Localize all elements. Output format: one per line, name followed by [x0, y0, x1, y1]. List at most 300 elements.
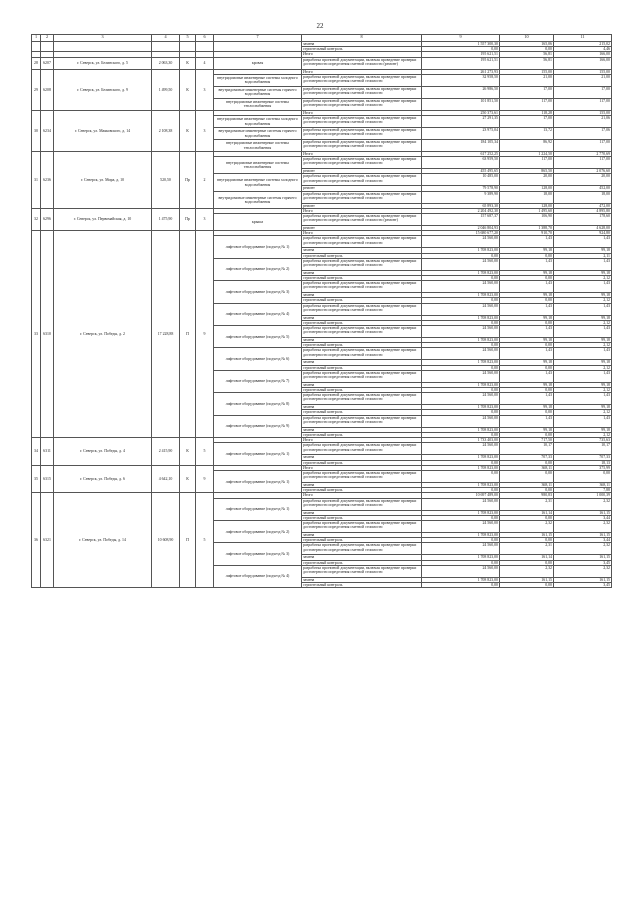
cost-cell: 0,00 [422, 582, 500, 587]
work-description-cell: замена [302, 405, 422, 410]
work-type-cell: внутридомовые инженерные системы горячего водоснабжения [214, 191, 302, 208]
row-number-cell: 28 [32, 57, 41, 69]
unit-cost-cell: 1,43 [500, 348, 554, 360]
work-description-cell: замена [302, 270, 422, 275]
limit-cost-cell: 368,11 [554, 482, 612, 487]
work-description-cell: строительный контроль [302, 538, 422, 543]
unit-cost-cell: 0,00 [500, 388, 554, 393]
house-code-cell: 6310 [41, 231, 54, 438]
unit-cost-cell: 99,18 [500, 338, 554, 343]
work-description-cell: Итого [302, 208, 422, 213]
work-description-cell: разработка проектной документации, включая проведение проверки достоверности определения сметной стоимости [302, 236, 422, 248]
unit-cost-cell: 2,32 [500, 565, 554, 577]
address-cell: г. Северск, ул. Победы, д. 14 [54, 493, 152, 588]
unit-cost-cell: 17,00 [500, 116, 554, 128]
limit-cost-cell: 99,18 [554, 360, 612, 365]
limit-cost-cell: 4,46 [554, 47, 612, 52]
address-cell: г. Северск, ул. Победы, д. 2 [54, 231, 152, 438]
floors-cell: 2 [196, 152, 214, 209]
cost-cell: 0,00 [422, 320, 500, 325]
cost-cell: 1 708 823,00 [422, 577, 500, 582]
cost-cell: 27 291,35 [422, 116, 500, 128]
work-type-cell: кровля [214, 57, 302, 69]
house-code-cell: 6311 [41, 438, 54, 466]
area-cell: 2 063,30 [152, 57, 180, 69]
house-code-cell: 6296 [41, 208, 54, 230]
cost-cell: 195 621,51 [422, 52, 500, 57]
work-description-cell: замена [302, 555, 422, 560]
header-cell: 9 [422, 35, 500, 42]
work-description-cell: строительный контроль [302, 343, 422, 348]
cost-cell: 79 578,90 [422, 186, 500, 191]
limit-cost-cell: 2 770,69 [554, 152, 612, 157]
cost-cell: 24 560,00 [422, 543, 500, 555]
work-type-cell: лифтовое оборудование (подъезд № 2) [214, 520, 302, 542]
house-code-cell: 6321 [41, 493, 54, 588]
cost-cell: 0,00 [422, 343, 500, 348]
area-cell: 1 499,50 [152, 69, 180, 110]
work-description-cell: замена [302, 482, 422, 487]
work-type-cell [214, 42, 302, 52]
address-cell: г. Северск, ул. Победы, д. 4 [54, 438, 152, 466]
limit-cost-cell: 375,99 [554, 465, 612, 470]
limit-cost-cell: 1,43 [554, 370, 612, 382]
work-type-cell: внутридомовые инженерные системы горячего водоснабжения [214, 86, 302, 98]
work-description-cell: строительный контроль [302, 298, 422, 303]
limit-cost-cell: 99,18 [554, 293, 612, 298]
limit-cost-cell: 1,43 [554, 348, 612, 360]
work-description-cell: замена [302, 338, 422, 343]
work-type-cell: лифтовое оборудование (подъезд № 6) [214, 348, 302, 370]
limit-cost-cell: 2 076,60 [554, 169, 612, 174]
house-code-cell: 6208 [41, 69, 54, 110]
work-type-cell: лифтовое оборудование (подъезд № 1) [214, 236, 302, 258]
unit-cost-cell: 86,92 [500, 140, 554, 152]
work-description-cell: Итого [302, 231, 422, 236]
cost-cell: 0,00 [422, 488, 500, 493]
work-description-cell: разработка проектной документации, включая проведение проверки достоверности определения сметной стоимости [302, 116, 422, 128]
work-description-cell: замена [302, 427, 422, 432]
limit-cost-cell: 1 000,39 [554, 493, 612, 498]
work-type-cell: лифтовое оборудование (подъезд № 7) [214, 370, 302, 392]
unit-cost-cell: 161,15 [500, 577, 554, 582]
cost-cell: 1 708 823,00 [422, 482, 500, 487]
cost-cell: 1 708 823,00 [422, 360, 500, 365]
work-type-cell: лифтовое оборудование (подъезд № 5) [214, 326, 302, 348]
area-cell: 4 642,10 [152, 465, 180, 493]
limit-cost-cell: 117,00 [554, 140, 612, 152]
work-description-cell: разработка проектной документации, включая проведение проверки достоверности определения сметной стоимости [302, 157, 422, 169]
unit-cost-cell: 2,31 [500, 543, 554, 555]
cost-cell: 24 560,00 [422, 393, 500, 405]
unit-cost-cell: 1,43 [500, 370, 554, 382]
area-cell: 17 228,88 [152, 231, 180, 438]
cost-cell: 15 680 677,20 [422, 231, 500, 236]
work-description-cell: разработка проектной документации, включая проведение проверки достоверности определения сметной стоимости [302, 498, 422, 510]
work-description-cell: Итого [302, 465, 422, 470]
limit-cost-cell: 1,43 [554, 393, 612, 405]
work-description-cell: разработка проектной документации, включая проведение проверки достоверности определения сметной стоимости [302, 128, 422, 140]
unit-cost-cell: 20,00 [500, 174, 554, 186]
unit-cost-cell: 165,06 [500, 42, 554, 47]
limit-cost-cell: 166,00 [554, 57, 612, 69]
cost-cell: 1 708 823,00 [422, 315, 500, 320]
address-cell [54, 42, 152, 52]
work-description-cell: строительный контроль [302, 515, 422, 520]
cost-cell: 0,00 [422, 538, 500, 543]
limit-cost-cell: 99,18 [554, 405, 612, 410]
cost-cell: 1 708 823,00 [422, 248, 500, 253]
cost-cell: 261 273,93 [422, 69, 500, 74]
unit-cost-cell: 18,00 [500, 191, 554, 203]
limit-cost-cell: 155,00 [554, 69, 612, 74]
limit-cost-cell: 21,06 [554, 116, 612, 128]
unit-cost-cell: 99,18 [500, 315, 554, 320]
header-cell: 4 [152, 35, 180, 42]
work-description-cell: разработка проектной документации, включая проведение проверки достоверности определения сметной стоимости (ремонт) [302, 57, 422, 69]
cost-cell: 2 046 804,93 [422, 226, 500, 231]
unit-cost-cell: 2,32 [500, 520, 554, 532]
work-type-cell: лифтовое оборудование (подъезд № 3) [214, 281, 302, 303]
limit-cost-cell: 2,11 [554, 253, 612, 258]
unit-cost-cell: 1,43 [500, 303, 554, 315]
address-cell: г. Северск, ул. Белинского, д. 5 [54, 57, 152, 69]
floors-cell: 9 [196, 231, 214, 438]
cost-cell: 1 557 300,30 [422, 42, 500, 47]
work-description-cell: разработка проектной документации, включая проведение проверки достоверности определения сметной стоимости [302, 74, 422, 86]
work-description-cell: замена [302, 455, 422, 460]
address-cell: г. Северск, ул. Победы, д. 6 [54, 465, 152, 493]
row-number-cell [32, 42, 41, 52]
unit-cost-cell: 0,00 [500, 538, 554, 543]
work-description-cell: разработка проектной документации, включая проведение проверки достоверности определения сметной стоимости [302, 520, 422, 532]
limit-cost-cell: 155,00 [554, 110, 612, 115]
wall-material-cell: К [180, 69, 196, 110]
unit-cost-cell: 0,00 [500, 47, 554, 52]
cost-cell: 24 560,00 [422, 520, 500, 532]
cost-cell: 0,00 [422, 432, 500, 437]
unit-cost-cell: 0,00 [500, 365, 554, 370]
cost-cell: 0,00 [422, 515, 500, 520]
limit-cost-cell: 20,00 [554, 174, 612, 186]
cost-cell: 24 560,00 [422, 370, 500, 382]
area-cell: 10 608,90 [152, 493, 180, 588]
unit-cost-cell: 0,00 [500, 298, 554, 303]
unit-cost-cell: 99,18 [500, 360, 554, 365]
cost-cell: 63 959,50 [422, 157, 500, 169]
address-cell: г. Северск, ул. Мира, д. 10 [54, 152, 152, 209]
work-description-cell: Итого [302, 52, 422, 57]
work-type-cell: крыша [214, 214, 302, 231]
header-cell: 2 [41, 35, 54, 42]
unit-cost-cell: 13,72 [500, 128, 554, 140]
limit-cost-cell: 735,63 [554, 438, 612, 443]
work-description-cell: строительный контроль [302, 47, 422, 52]
limit-cost-cell: 21,00 [554, 74, 612, 86]
cost-cell: 1 708 823,00 [422, 532, 500, 537]
unit-cost-cell: 1 495,60 [500, 208, 554, 213]
limit-cost-cell: 99,18 [554, 315, 612, 320]
cost-cell: 24 560,00 [422, 281, 500, 293]
work-description-cell: строительный контроль [302, 365, 422, 370]
unit-cost-cell: 99,18 [500, 270, 554, 275]
limit-cost-cell: 117,00 [554, 98, 612, 110]
unit-cost-cell: 368,11 [500, 465, 554, 470]
work-type-cell: лифтовое оборудование (подъезд № 4) [214, 303, 302, 325]
work-description-cell: разработка проектной документации, включая проведение проверки достоверности определения сметной стоимости [302, 98, 422, 110]
unit-cost-cell: 21,00 [500, 74, 554, 86]
cost-cell: 1 708 823,00 [422, 455, 500, 460]
limit-cost-cell: 7,88 [554, 488, 612, 493]
work-description-cell: разработка проектной документации, включая проведение проверки достоверности определения сметной стоимости [302, 140, 422, 152]
address-cell: г. Северск, ул. Белинского, д. 9 [54, 69, 152, 110]
cost-cell: 1 733 403,00 [422, 438, 500, 443]
cost-cell: 0,00 [422, 276, 500, 281]
limit-cost-cell: 99,18 [554, 382, 612, 387]
cost-cell: 0,00 [422, 560, 500, 565]
work-description-cell: Итого [302, 110, 422, 115]
area-cell: 2 415,90 [152, 438, 180, 466]
limit-cost-cell: 161,15 [554, 555, 612, 560]
wall-material-cell: К [180, 465, 196, 493]
unit-cost-cell: 2,31 [500, 498, 554, 510]
cost-cell: 1 708 823,00 [422, 465, 500, 470]
cost-cell: 617 252,25 [422, 152, 500, 157]
unit-cost-cell: 118,28 [500, 110, 554, 115]
unit-cost-cell: 1,43 [500, 258, 554, 270]
work-description-cell: замена [302, 293, 422, 298]
limit-cost-cell: 1,43 [554, 236, 612, 248]
limit-cost-cell: 2,32 [554, 498, 612, 510]
house-code-cell [41, 42, 54, 52]
cost-cell: 0,00 [422, 47, 500, 52]
unit-cost-cell: 0,00 [500, 276, 554, 281]
work-description-cell: строительный контроль [302, 560, 422, 565]
work-description-cell: разработка проектной документации, включая проведение проверки достоверности определения сметной стоимости [302, 565, 422, 577]
work-description-cell: замена [302, 577, 422, 582]
work-description-cell: замена [302, 315, 422, 320]
work-type-cell: лифтовое оборудование (подъезд № 8) [214, 393, 302, 415]
cost-cell: 1 708 823,00 [422, 555, 500, 560]
floors-cell [196, 42, 214, 52]
cost-cell: 10 485,00 [422, 174, 500, 186]
cost-cell: 24 560,00 [422, 443, 500, 455]
work-description-cell: строительный контроль [302, 582, 422, 587]
work-description-cell: Итого [302, 493, 422, 498]
work-description-cell: строительный контроль [302, 320, 422, 325]
work-description-cell: ремонт [302, 226, 422, 231]
limit-cost-cell: 99,18 [554, 248, 612, 253]
wall-material-cell: К [180, 110, 196, 151]
limit-cost-cell: 18,13 [554, 460, 612, 465]
limit-cost-cell: 2,12 [554, 276, 612, 281]
area-cell: 520,50 [152, 152, 180, 209]
limit-cost-cell: 707,33 [554, 455, 612, 460]
work-description-cell: разработка проектной документации, включая проведение проверки достоверности определения сметной стоимости [302, 281, 422, 293]
work-description-cell: строительный контроль [302, 488, 422, 493]
header-cell: 6 [196, 35, 214, 42]
cost-cell: 0,00 [422, 470, 500, 482]
unit-cost-cell: 56,81 [500, 52, 554, 57]
work-type-cell: внутридомовые инженерные системы холодного водоснабжения [214, 74, 302, 86]
cost-cell: 2 204 492,30 [422, 208, 500, 213]
unit-cost-cell: 0,00 [500, 343, 554, 348]
limit-cost-cell: 2,12 [554, 343, 612, 348]
work-type-cell: лифтовое оборудование (подъезд № 2) [214, 258, 302, 280]
limit-cost-cell: 3,44 [554, 538, 612, 543]
work-description-cell: разработка проектной документации, включая проведение проверки достоверности определения сметной стоимости [302, 370, 422, 382]
cost-cell: 250 373,61 [422, 110, 500, 115]
limit-cost-cell: 924,80 [554, 231, 612, 236]
cost-cell: 157 687,37 [422, 214, 500, 226]
work-type-cell: внутридомовые инженерные системы холодного водоснабжения [214, 174, 302, 191]
header-cell: 10 [500, 35, 554, 42]
wall-material-cell: К [180, 438, 196, 466]
area-cell: 2 108,38 [152, 110, 180, 151]
work-description-cell: разработка проектной документации, включая проведение проверки достоверности определения сметной стоимости [302, 86, 422, 98]
floors-cell: 3 [196, 69, 214, 110]
limit-cost-cell: 2,32 [554, 543, 612, 555]
house-code-cell: 6207 [41, 57, 54, 69]
limit-cost-cell: 17,00 [554, 86, 612, 98]
limit-cost-cell: 2,12 [554, 365, 612, 370]
work-description-cell: разработка проектной документации, включая проведение проверки достоверности определения сметной стоимости [302, 326, 422, 338]
work-description-cell: разработка проектной документации, включая проведение проверки достоверности определения сметной стоимости [302, 191, 422, 203]
house-code-cell: 6234 [41, 110, 54, 151]
limit-cost-cell: 1,43 [554, 326, 612, 338]
cost-cell: 1 708 823,00 [422, 382, 500, 387]
unit-cost-cell: 0,00 [500, 560, 554, 565]
unit-cost-cell: 99,18 [500, 248, 554, 253]
unit-cost-cell: 0,00 [500, 460, 554, 465]
work-description-cell: строительный контроль [302, 432, 422, 437]
limit-cost-cell: 3,45 [554, 582, 612, 587]
house-code-cell: 6315 [41, 465, 54, 493]
work-type-cell: лифтовое оборудование (подъезд № 1) [214, 498, 302, 520]
cost-cell: 24 560,00 [422, 236, 500, 248]
unit-cost-cell: 1,43 [500, 393, 554, 405]
work-type-cell: внутридомовые инженерные системы теплоснабжения [214, 98, 302, 110]
limit-cost-cell: 4 628,00 [554, 226, 612, 231]
cost-cell: 0,00 [422, 365, 500, 370]
header-cell: 8 [302, 35, 422, 42]
unit-cost-cell: 17,00 [500, 86, 554, 98]
unit-cost-cell: 1 224,50 [500, 152, 554, 157]
limit-cost-cell: 0,00 [554, 470, 612, 482]
floors-cell: 9 [196, 465, 214, 493]
unit-cost-cell: 0,00 [500, 582, 554, 587]
unit-cost-cell: 99,18 [500, 405, 554, 410]
cost-cell: 101 851,50 [422, 98, 500, 110]
cost-cell: 0,00 [422, 298, 500, 303]
work-description-cell: разработка проектной документации, включая проведение проверки достоверности определения сметной стоимости [302, 443, 422, 455]
work-description-cell: разработка проектной документации, включая проведение проверки достоверности определения сметной стоимости [302, 348, 422, 360]
cost-cell: 24 560,00 [422, 498, 500, 510]
unit-cost-cell: 1,43 [500, 326, 554, 338]
cost-cell: 32 958,50 [422, 74, 500, 86]
cost-cell: 1 708 823,00 [422, 405, 500, 410]
work-description-cell: замена [302, 248, 422, 253]
unit-cost-cell: 980,83 [500, 493, 554, 498]
work-description-cell: ремонт [302, 203, 422, 208]
limit-cost-cell: 1,43 [554, 415, 612, 427]
unit-cost-cell: 1 388,70 [500, 226, 554, 231]
floors-cell: 3 [196, 110, 214, 151]
unit-cost-cell: 707,33 [500, 455, 554, 460]
cost-cell: 0,00 [422, 253, 500, 258]
floors-cell: 5 [196, 438, 214, 466]
unit-cost-cell: 368,11 [500, 482, 554, 487]
limit-cost-cell: 452,00 [554, 186, 612, 191]
limit-cost-cell: 1,43 [554, 258, 612, 270]
unit-cost-cell: 0,00 [500, 253, 554, 258]
work-description-cell: разработка проектной документации, включая проведение проверки достоверности определения сметной стоимости [302, 415, 422, 427]
work-description-cell: разработка проектной документации, включая проведение проверки достоверности определения сметной стоимости [302, 303, 422, 315]
limit-cost-cell: 99,18 [554, 427, 612, 432]
limit-cost-cell: 10,17 [554, 443, 612, 455]
unit-cost-cell: 161,15 [500, 532, 554, 537]
floors-cell: 5 [196, 493, 214, 588]
work-description-cell: ремонт [302, 169, 422, 174]
limit-cost-cell: 2,12 [554, 410, 612, 415]
unit-cost-cell: 0,00 [500, 515, 554, 520]
header-cell: 7 [214, 35, 302, 42]
page-number: 22 [316, 22, 324, 30]
work-type-cell: лифтовое оборудование (подъезд № 1) [214, 470, 302, 492]
unit-cost-cell: 0,00 [500, 432, 554, 437]
unit-cost-cell: 56,81 [500, 57, 554, 69]
work-description-cell: замена [302, 532, 422, 537]
unit-cost-cell: 128,00 [500, 203, 554, 208]
cost-cell: 24 560,00 [422, 415, 500, 427]
unit-cost-cell: 0,00 [500, 410, 554, 415]
cost-cell: 0,00 [422, 410, 500, 415]
cost-cell: 9 389,90 [422, 191, 500, 203]
cost-cell: 1 708 823,00 [422, 270, 500, 275]
limit-cost-cell: 472,00 [554, 203, 612, 208]
limit-cost-cell: 99,18 [554, 338, 612, 343]
unit-cost-cell: 161,14 [500, 555, 554, 560]
unit-cost-cell: 1,43 [500, 236, 554, 248]
header-row [32, 35, 612, 42]
wall-material-cell: П [180, 493, 196, 588]
unit-cost-cell: 910,70 [500, 231, 554, 236]
work-type-cell: лифтовое оборудование (подъезд № 9) [214, 415, 302, 437]
header-cell: 1 [32, 35, 41, 42]
work-type-cell: лифтовое оборудование (подъезд № 1) [214, 443, 302, 465]
work-description-cell: строительный контроль [302, 460, 422, 465]
floors-cell: 4 [196, 57, 214, 69]
capital-repair-table [31, 34, 612, 588]
cost-cell: 455 495,65 [422, 169, 500, 174]
work-description-cell: строительный контроль [302, 276, 422, 281]
work-type-cell: лифтовое оборудование (подъезд № 4) [214, 565, 302, 587]
area-cell [152, 42, 180, 52]
row-number-cell: 33 [32, 231, 41, 438]
house-code-cell: 6236 [41, 152, 54, 209]
row-number-cell: 29 [32, 69, 41, 110]
work-description-cell: замена [302, 42, 422, 47]
limit-cost-cell: 215,02 [554, 42, 612, 47]
unit-cost-cell: 0,00 [500, 470, 554, 482]
header-cell: 11 [554, 35, 612, 42]
row-number-cell: 32 [32, 208, 41, 230]
row-number-cell: 34 [32, 438, 41, 466]
limit-cost-cell: 17,06 [554, 128, 612, 140]
cost-cell: 1 708 823,00 [422, 427, 500, 432]
work-description-cell: строительный контроль [302, 410, 422, 415]
work-description-cell: разработка проектной документации, включая проведение проверки достоверности определения сметной стоимости (ремонт) [302, 214, 422, 226]
